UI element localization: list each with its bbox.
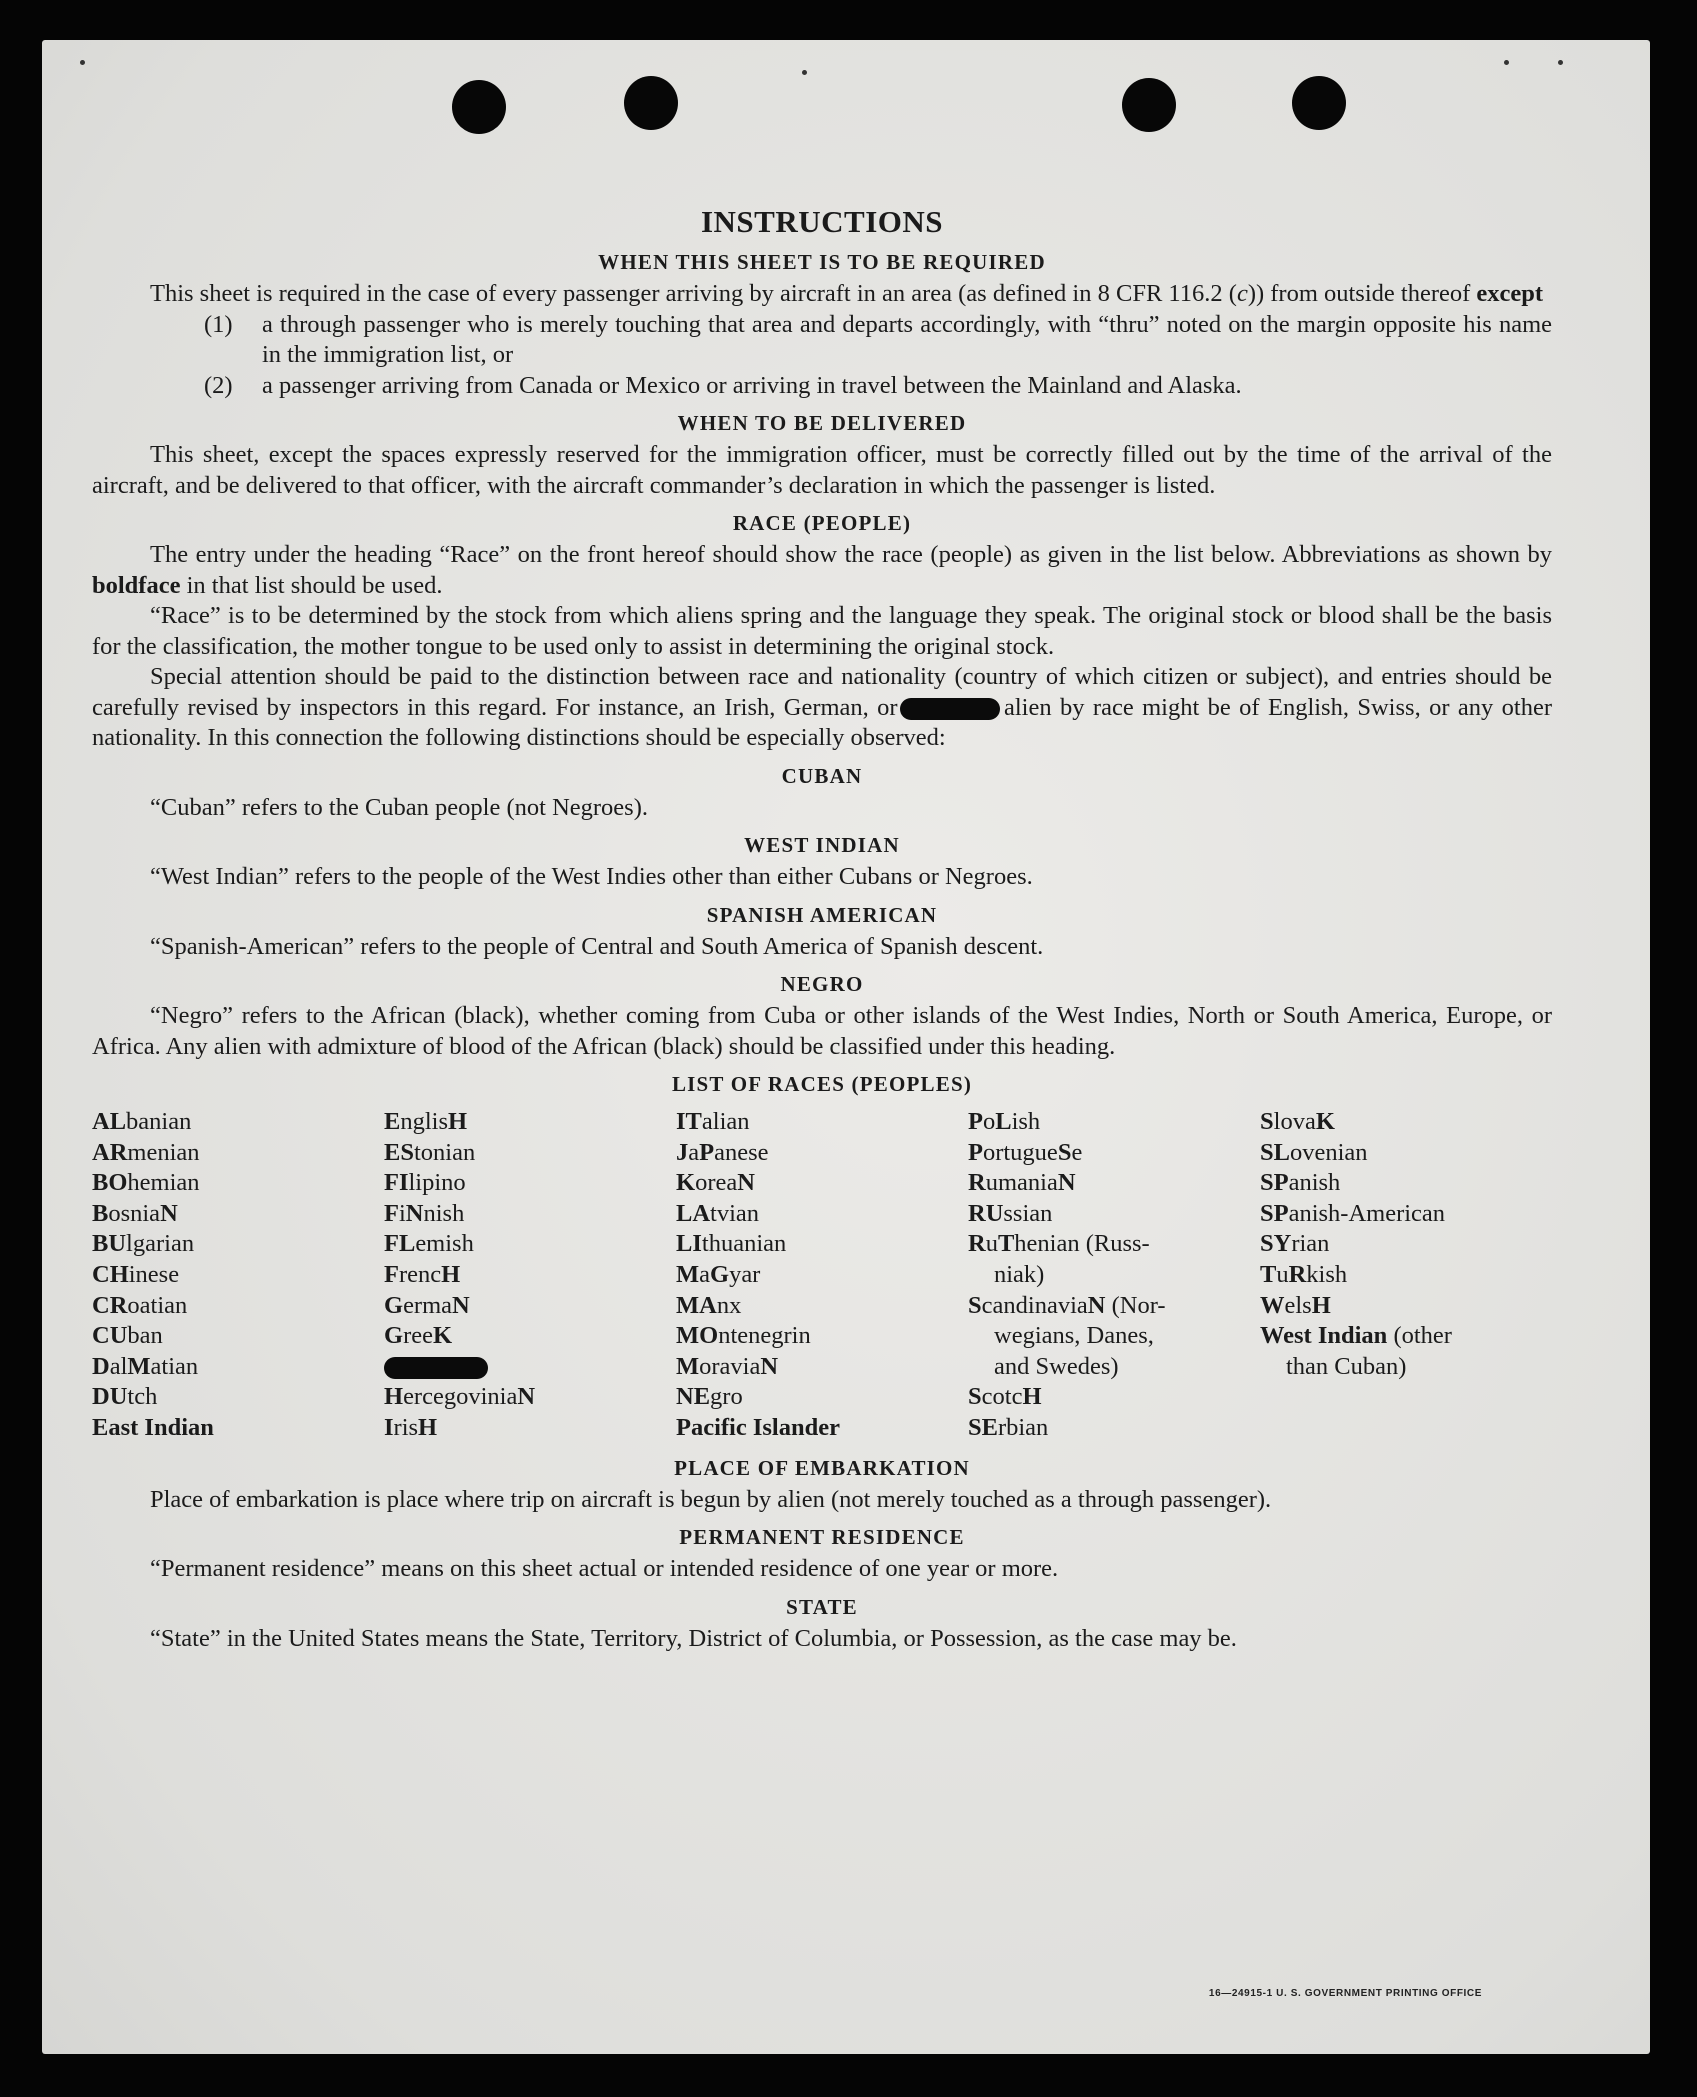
race-entry xyxy=(384,1352,676,1383)
race-entry: ARmenian xyxy=(92,1138,200,1166)
delivered-text: This sheet, except the spaces expressly reserved for the immigration officer, must be correctly filled out by the time of the arrival of the aircraft, and be delivered to that officer, with the aircraft commander’s declaration in which the passenger is listed. xyxy=(92,441,1552,499)
section-heading-delivered: WHEN TO BE DELIVERED xyxy=(677,411,967,435)
section-heading-negro: NEGRO xyxy=(780,972,864,996)
race-entry: East Indian xyxy=(92,1413,214,1441)
races-list xyxy=(92,1107,1552,1444)
section-heading-residence: PERMANENT RESIDENCE xyxy=(679,1525,965,1550)
race-entry: LIthuanian xyxy=(676,1230,787,1258)
race-entry: GermaN xyxy=(384,1291,470,1319)
redaction-mark xyxy=(900,698,1000,720)
race-entry: RumaniaN xyxy=(968,1169,1076,1197)
cuban-text: “Cuban” refers to the Cuban people (not Negroes). xyxy=(150,793,648,821)
race-entry: BOhemian xyxy=(92,1169,200,1197)
section-heading-required: WHEN THIS SHEET IS TO BE REQUIRED xyxy=(598,250,1046,274)
section-heading-races-list: LIST OF RACES (PEOPLES) xyxy=(671,1072,973,1096)
race-entry: MoraviaN xyxy=(676,1352,779,1380)
race-entry: NEgro xyxy=(676,1383,743,1411)
races-column xyxy=(1260,1107,1552,1444)
races-column xyxy=(676,1107,968,1444)
race-entry: EStonian xyxy=(384,1138,476,1166)
race-entry: SPanish-American xyxy=(1260,1199,1446,1227)
section-heading-spanish-american: SPANISH AMERICAN xyxy=(706,902,938,927)
race-entry: FLemish xyxy=(384,1230,474,1258)
race-entry: KoreaN xyxy=(676,1169,755,1197)
speck xyxy=(802,70,807,75)
punch-hole xyxy=(452,80,506,134)
state-text: “State” in the United States means the State, Territory, District of Columbia, or Possession, as the case may be. xyxy=(150,1624,1237,1652)
race-entry: ScotcH xyxy=(968,1383,1042,1411)
race-entry: WelsH xyxy=(1260,1291,1331,1319)
page-title: INSTRUCTIONS xyxy=(700,204,943,239)
race-entry: BUlgarian xyxy=(92,1230,195,1258)
race-entry: West Indian (other xyxy=(1260,1322,1452,1350)
race-entry: and Swedes) xyxy=(994,1352,1119,1380)
race-entry: niak) xyxy=(994,1260,1045,1288)
exception-item-1: (1) a through passenger who is merely touching that area and departs accordingly, with “thru” noted on the margin opposite his name in the immigration list, or xyxy=(204,310,1552,368)
spanish-american-text: “Spanish-American” refers to the people of Central and South America of Spanish descent. xyxy=(150,932,1044,960)
race-entry: FrencH xyxy=(384,1260,461,1288)
race-entry: PortugueSe xyxy=(968,1138,1083,1166)
race-entry: SYrian xyxy=(1260,1230,1330,1258)
races-column xyxy=(968,1107,1260,1444)
punch-hole xyxy=(624,76,678,130)
race-entry: DUtch xyxy=(92,1383,158,1411)
race-entry: than Cuban) xyxy=(1286,1352,1407,1380)
race-paragraph-1: The entry under the heading “Race” on the front hereof should show the race (people) as given in the list below. Abbreviations as shown by boldface in that list should be used. xyxy=(92,541,1552,599)
race-entry: ALbanian xyxy=(92,1108,192,1135)
embarkation-text: Place of embarkation is place where trip on aircraft is begun by alien (not merely touched as a through passenger). xyxy=(150,1485,1272,1513)
race-entry: ScandinaviaN (Nor- xyxy=(968,1291,1166,1319)
negro-text: “Negro” refers to the African (black), whether coming from Cuba or other islands of the West Indies, North or South America, Europe, or Africa. Any alien with admixture of blood of the African (black) should be classified under this heading. xyxy=(92,1002,1552,1060)
race-entry: RuThenian (Russ- xyxy=(968,1230,1150,1258)
printing-office-footer: 16—24915-1 U. S. GOVERNMENT PRINTING OFFICE xyxy=(1208,1988,1482,1999)
race-entry: CUban xyxy=(92,1322,163,1350)
race-entry: SLovenian xyxy=(1260,1138,1368,1166)
race-entry: ITalian xyxy=(676,1108,750,1135)
section-heading-embarkation: PLACE OF EMBARKATION xyxy=(674,1455,970,1480)
race-entry: Pacific Islander xyxy=(676,1413,840,1441)
race-entry: SPanish xyxy=(1260,1169,1341,1197)
race-paragraph-2: “Race” is to be determined by the stock from which aliens spring and the language they speak. The original stock or blood shall be the basis for the classification, the mother tongue to be used only to assist in determining the original stock. xyxy=(92,602,1552,660)
races-column xyxy=(92,1107,384,1444)
redaction-mark xyxy=(384,1357,488,1379)
race-entry: FiNnish xyxy=(384,1199,465,1227)
speck xyxy=(80,60,85,65)
race-entry: wegians, Danes, xyxy=(994,1322,1154,1350)
race-entry: CHinese xyxy=(92,1260,180,1288)
race-entry: MaGyar xyxy=(676,1260,761,1288)
residence-text: “Permanent residence” means on this sheet actual or intended residence of one year or more. xyxy=(150,1555,1059,1583)
section-heading-west-indian: WEST INDIAN xyxy=(744,833,900,857)
race-entry: GreeK xyxy=(384,1322,453,1350)
race-entry: MAnx xyxy=(676,1291,742,1319)
race-entry: DalMatian xyxy=(92,1352,199,1380)
race-entry: IrisH xyxy=(384,1413,438,1441)
section-heading-cuban: CUBAN xyxy=(781,763,863,788)
exception-item-2: (2) a passenger arriving from Canada or Mexico or arriving in travel between the Mainland and Alaska. xyxy=(204,371,1242,399)
speck xyxy=(1504,60,1509,65)
race-paragraph-3: Special attention should be paid to the distinction between race and nationality (country of which citizen or subject), and entries should be carefully revised by inspectors in this regard. For instance, an Irish, German, or alien by race might be of English, Swiss, or any other nationality. In this connection the following distinctions should be especially observed: xyxy=(92,663,1553,751)
section-heading-state: STATE xyxy=(786,1594,858,1619)
required-intro: This sheet is required in the case of every passenger arriving by aircraft in an area (as defined in 8 CFR 116.2 (c)) from outside thereof except xyxy=(150,280,1544,307)
race-entry: FIlipino xyxy=(384,1169,466,1197)
race-entry: EnglisH xyxy=(384,1108,468,1135)
race-entry: HercegoviniaN xyxy=(384,1383,536,1411)
speck xyxy=(1558,60,1563,65)
race-entry: RUssian xyxy=(968,1199,1053,1227)
race-entry: TuRkish xyxy=(1260,1260,1348,1288)
punch-hole xyxy=(1122,78,1176,132)
punch-hole xyxy=(1292,76,1346,130)
race-entry: PoLish xyxy=(968,1108,1041,1135)
race-entry: JaPanese xyxy=(676,1138,769,1166)
race-entry: SErbian xyxy=(968,1413,1049,1441)
race-entry: CRoatian xyxy=(92,1291,188,1319)
document-sheet xyxy=(42,40,1650,2054)
section-heading-race: RACE (PEOPLE) xyxy=(732,511,912,535)
instructions-content xyxy=(92,160,1552,1654)
races-column xyxy=(384,1107,676,1444)
race-entry: BosniaN xyxy=(92,1199,178,1227)
west-indian-text: “West Indian” refers to the people of the West Indies other than either Cubans or Negroes. xyxy=(150,863,1033,890)
race-entry: LAtvian xyxy=(676,1199,760,1227)
race-entry: SlovaK xyxy=(1260,1108,1335,1135)
race-entry: MOntenegrin xyxy=(676,1322,811,1350)
